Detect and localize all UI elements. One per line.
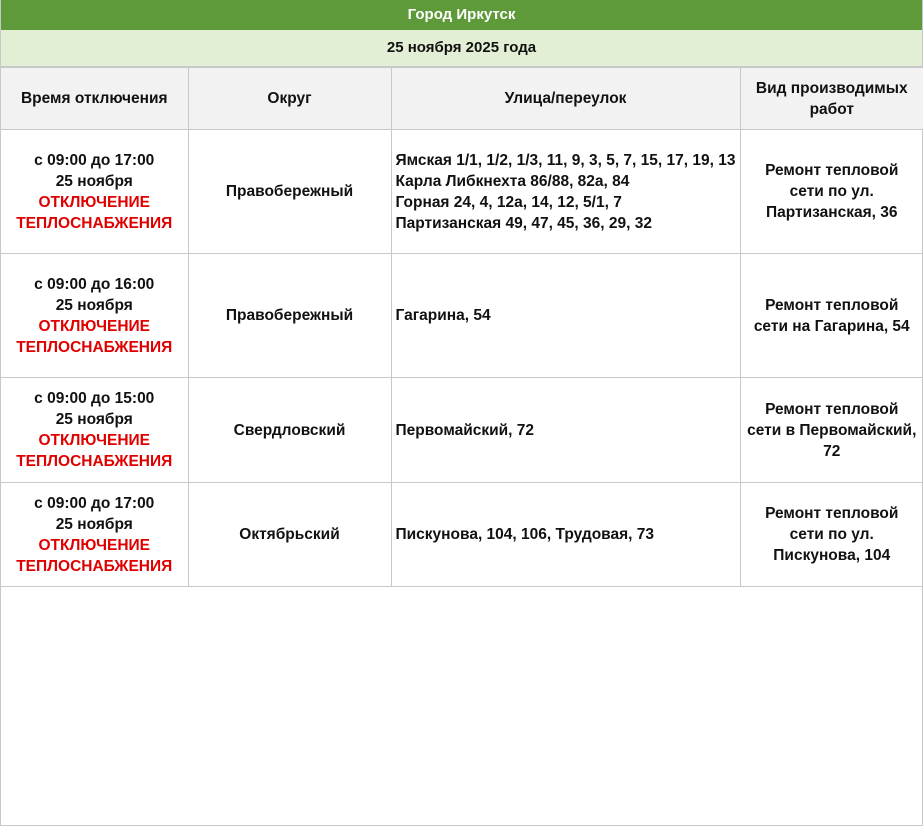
outage-day: 25 ноября [55, 411, 133, 428]
work-line: Ремонт тепловой [765, 400, 899, 418]
district-cell: Октябрьский [188, 483, 391, 587]
outage-table [1, 67, 923, 587]
header-district: Округ [188, 68, 391, 130]
work-line: Ремонт тепловой [765, 296, 899, 314]
outage-status: ОТКЛЮЧЕНИЕ [38, 317, 151, 335]
header-street: Улица/переулок [391, 68, 740, 130]
time-range: с 09:00 до 15:00 [34, 390, 155, 407]
outage-status: ТЕПЛОСНАБЖЕНИЯ [16, 453, 173, 470]
street-line: Ямская 1/1, 1/2, 1/3, 11, 9, 3, 5, 7, 15, 17, 19, 13 [395, 151, 736, 169]
work-line: 72 [823, 442, 841, 460]
work-line: сети на Гагарина, 54 [753, 317, 910, 335]
street-line: Первомайский, 72 [395, 421, 535, 439]
outage-day: 25 ноября [55, 172, 133, 190]
street-cell [391, 483, 740, 587]
work-cell [740, 130, 923, 254]
outage-status: ТЕПЛОСНАБЖЕНИЯ [16, 557, 173, 575]
table-row [1, 130, 923, 254]
time-cell [1, 483, 188, 587]
work-line: сети в Первомайский, [747, 421, 917, 439]
work-cell [740, 378, 923, 483]
outage-status: ОТКЛЮЧЕНИЕ [38, 432, 151, 449]
table-row [1, 483, 923, 587]
work-line: Пискунова, 104 [773, 547, 891, 564]
work-line: Ремонт тепловой [765, 162, 899, 179]
time-range: с 09:00 до 17:00 [34, 494, 155, 512]
header-work-line: работ [809, 100, 854, 118]
date-title: 25 ноября 2025 года [1, 30, 922, 67]
time-range: с 09:00 до 16:00 [34, 275, 155, 293]
work-line: Ремонт тепловой [765, 505, 899, 522]
work-line: сети по ул. [789, 526, 874, 543]
street-line: Горная 24, 4, 12а, 14, 12, 5/1, 7 [395, 193, 622, 211]
street-line: Пискунова, 104, 106, Трудовая, 73 [395, 526, 655, 543]
work-line: сети по ул. [789, 183, 874, 200]
outage-status: ТЕПЛОСНАБЖЕНИЯ [16, 338, 173, 356]
table-row [1, 254, 923, 378]
street-line: Карла Либкнехта 86/88, 82а, 84 [395, 172, 630, 190]
time-cell [1, 130, 188, 254]
table-row [1, 378, 923, 483]
work-line: Партизанская, 36 [765, 204, 898, 221]
table-header-row [1, 68, 923, 130]
district-cell: Свердловский [188, 378, 391, 483]
time-cell [1, 378, 188, 483]
outage-status: ОТКЛЮЧЕНИЕ [38, 536, 151, 554]
header-time: Время отключения [1, 68, 188, 130]
header-work [740, 68, 923, 130]
work-cell [740, 483, 923, 587]
work-cell [740, 254, 923, 378]
outage-day: 25 ноября [55, 515, 133, 533]
outage-status: ОТКЛЮЧЕНИЕ [38, 193, 151, 211]
city-title: Город Иркутск [1, 0, 922, 30]
time-cell [1, 254, 188, 378]
street-line: Гагарина, 54 [395, 307, 491, 324]
header-work-line: Вид производимых [755, 79, 908, 97]
time-range: с 09:00 до 17:00 [34, 151, 155, 169]
outage-status: ТЕПЛОСНАБЖЕНИЯ [16, 214, 173, 232]
district-cell: Правобережный [188, 130, 391, 254]
street-cell [391, 254, 740, 378]
outage-day: 25 ноября [55, 296, 133, 314]
street-line: Партизанская 49, 47, 45, 36, 29, 32 [395, 214, 652, 232]
street-cell [391, 378, 740, 483]
street-cell [391, 130, 740, 254]
district-cell: Правобережный [188, 254, 391, 378]
